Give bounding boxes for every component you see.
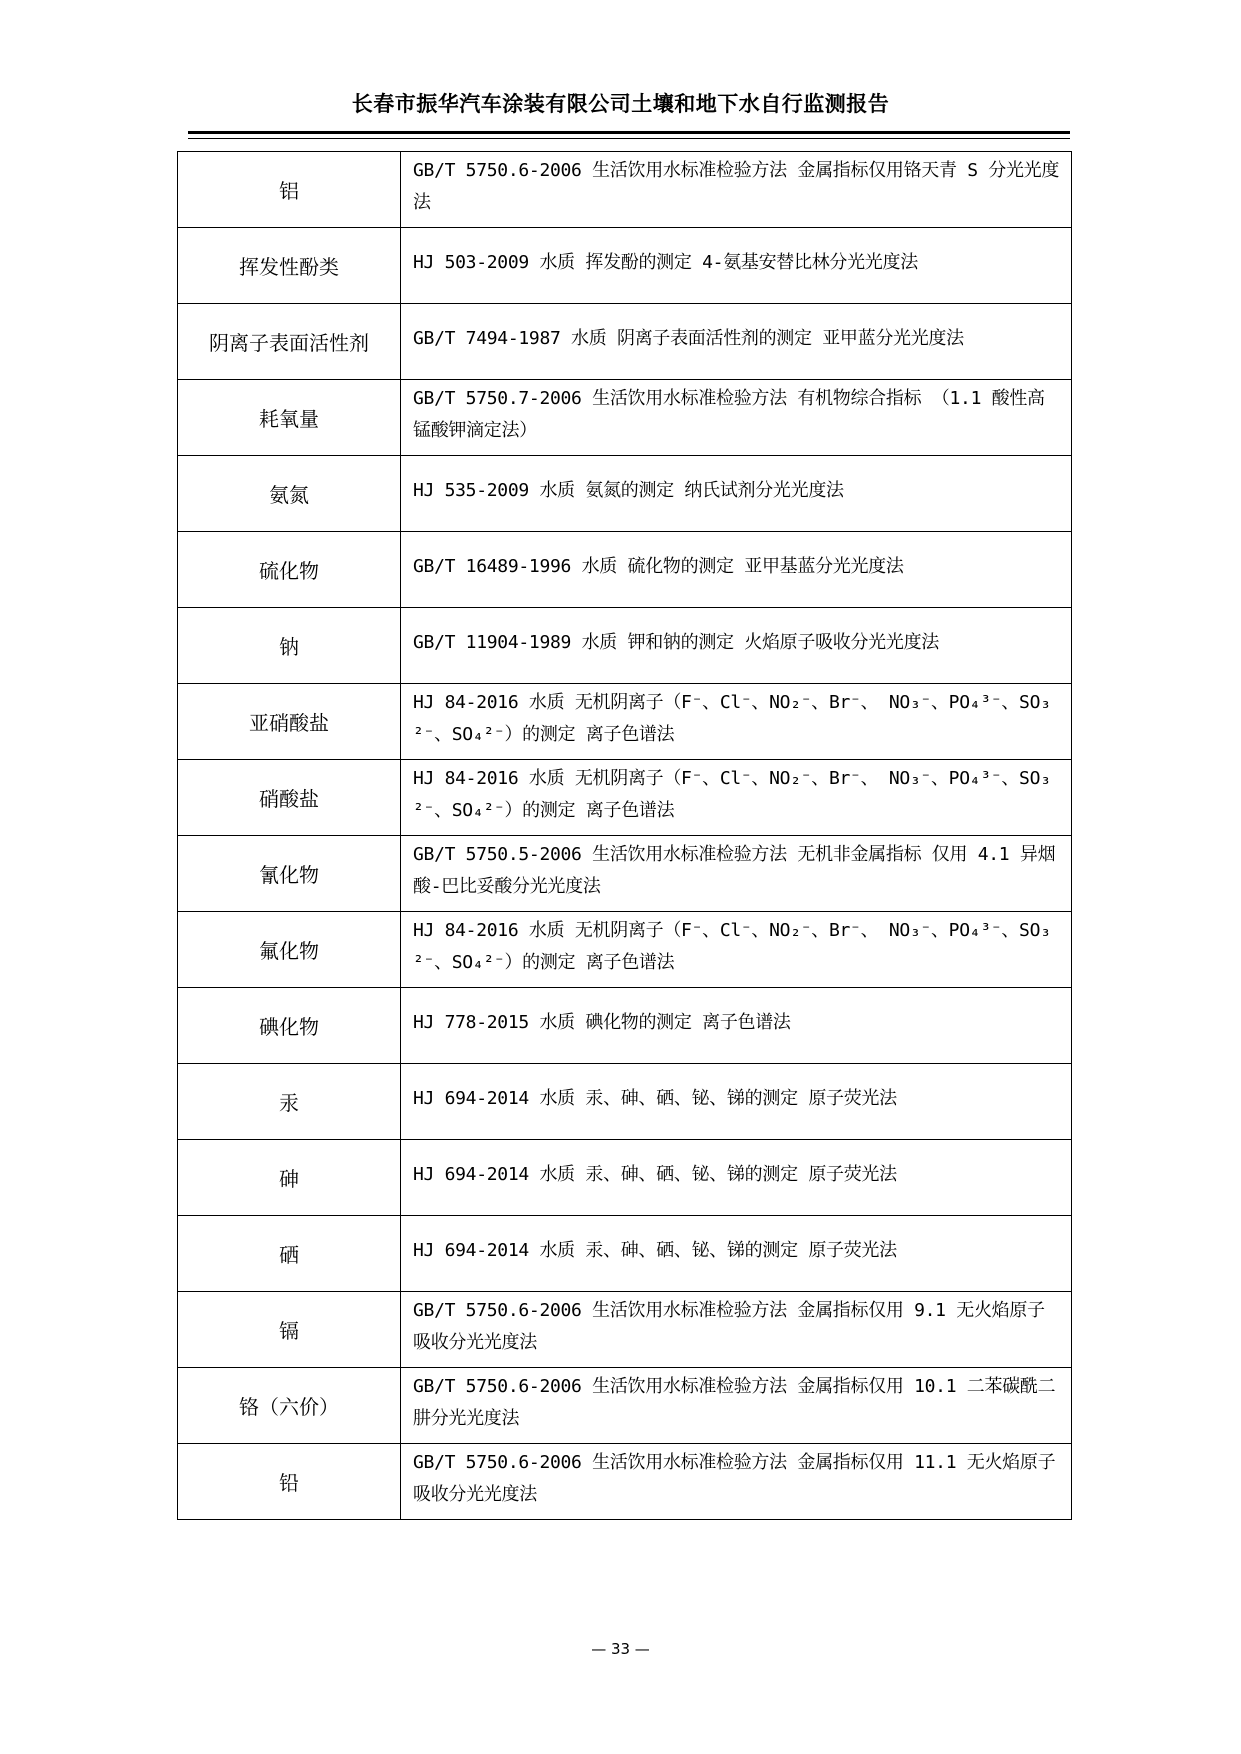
item-name-cell: 氟化物 <box>178 912 401 988</box>
method-cell: GB/T 5750.6-2006 生活饮用水标准检验方法 金属指标仅用 10.1 二苯碳酰二肼分光光度法 <box>401 1368 1072 1444</box>
method-cell: GB/T 7494-1987 水质 阴离子表面活性剂的测定 亚甲蓝分光光度法 <box>401 304 1072 380</box>
page-header-title: 长春市振华汽车涂装有限公司土壤和地下水自行监测报告 <box>351 92 890 116</box>
item-name-cell: 钠 <box>178 608 401 684</box>
item-name-cell: 砷 <box>178 1140 401 1216</box>
item-name-cell: 铅 <box>178 1444 401 1520</box>
method-cell: HJ 778-2015 水质 碘化物的测定 离子色谱法 <box>401 988 1072 1064</box>
method-cell: GB/T 5750.6-2006 生活饮用水标准检验方法 金属指标仅用铬天青 S 分光光度法 <box>401 152 1072 228</box>
method-cell: GB/T 5750.6-2006 生活饮用水标准检验方法 金属指标仅用 11.1 无火焰原子吸收分光光度法 <box>401 1444 1072 1520</box>
table-row <box>178 912 1072 988</box>
table-row <box>178 988 1072 1064</box>
item-name-cell: 镉 <box>178 1292 401 1368</box>
method-cell: HJ 535-2009 水质 氨氮的测定 纳氏试剂分光光度法 <box>401 456 1072 532</box>
item-name-cell: 硫化物 <box>178 532 401 608</box>
method-cell: HJ 84-2016 水质 无机阴离子（F⁻、Cl⁻、NO₂⁻、Br⁻、 NO₃⁻、PO₄³⁻、SO₃²⁻、SO₄²⁻）的测定 离子色谱法 <box>401 912 1072 988</box>
table-row <box>178 532 1072 608</box>
table-row <box>178 1292 1072 1368</box>
method-cell: GB/T 5750.5-2006 生活饮用水标准检验方法 无机非金属指标 仅用 4.1 异烟酸-巴比妥酸分光光度法 <box>401 836 1072 912</box>
analysis-methods-table <box>177 151 1072 1520</box>
table-row <box>178 380 1072 456</box>
page-number: — 33 — <box>591 1640 650 1658</box>
item-name-cell: 阴离子表面活性剂 <box>178 304 401 380</box>
method-cell: GB/T 5750.6-2006 生活饮用水标准检验方法 金属指标仅用 9.1 无火焰原子吸收分光光度法 <box>401 1292 1072 1368</box>
method-cell: HJ 84-2016 水质 无机阴离子（F⁻、Cl⁻、NO₂⁻、Br⁻、 NO₃⁻、PO₄³⁻、SO₃²⁻、SO₄²⁻）的测定 离子色谱法 <box>401 760 1072 836</box>
table-row <box>178 152 1072 228</box>
item-name-cell: 铝 <box>178 152 401 228</box>
method-cell: HJ 694-2014 水质 汞、砷、硒、铋、锑的测定 原子荧光法 <box>401 1064 1072 1140</box>
method-cell: GB/T 16489-1996 水质 硫化物的测定 亚甲基蓝分光光度法 <box>401 532 1072 608</box>
item-name-cell: 汞 <box>178 1064 401 1140</box>
table-row <box>178 1444 1072 1520</box>
table-row <box>178 1140 1072 1216</box>
table-row <box>178 760 1072 836</box>
item-name-cell: 碘化物 <box>178 988 401 1064</box>
table-row <box>178 228 1072 304</box>
item-name-cell: 耗氧量 <box>178 380 401 456</box>
table-row <box>178 1064 1072 1140</box>
item-name-cell: 氨氮 <box>178 456 401 532</box>
item-name-cell: 硒 <box>178 1216 401 1292</box>
table-row <box>178 608 1072 684</box>
table-row <box>178 456 1072 532</box>
method-cell: HJ 694-2014 水质 汞、砷、硒、铋、锑的测定 原子荧光法 <box>401 1140 1072 1216</box>
method-cell: GB/T 11904-1989 水质 钾和钠的测定 火焰原子吸收分光光度法 <box>401 608 1072 684</box>
item-name-cell: 氰化物 <box>178 836 401 912</box>
item-name-cell: 挥发性酚类 <box>178 228 401 304</box>
header-rule-thick <box>188 131 1070 134</box>
header-rule-thin <box>188 138 1070 139</box>
item-name-cell: 铬（六价） <box>178 1368 401 1444</box>
method-cell: HJ 503-2009 水质 挥发酚的测定 4-氨基安替比林分光光度法 <box>401 228 1072 304</box>
table-row <box>178 1216 1072 1292</box>
item-name-cell: 硝酸盐 <box>178 760 401 836</box>
table-row <box>178 836 1072 912</box>
item-name-cell: 亚硝酸盐 <box>178 684 401 760</box>
method-cell: HJ 694-2014 水质 汞、砷、硒、铋、锑的测定 原子荧光法 <box>401 1216 1072 1292</box>
table-row <box>178 1368 1072 1444</box>
table-row <box>178 304 1072 380</box>
method-cell: GB/T 5750.7-2006 生活饮用水标准检验方法 有机物综合指标 （1.1 酸性高锰酸钾滴定法） <box>401 380 1072 456</box>
method-cell: HJ 84-2016 水质 无机阴离子（F⁻、Cl⁻、NO₂⁻、Br⁻、 NO₃⁻、PO₄³⁻、SO₃²⁻、SO₄²⁻）的测定 离子色谱法 <box>401 684 1072 760</box>
table-row <box>178 684 1072 760</box>
